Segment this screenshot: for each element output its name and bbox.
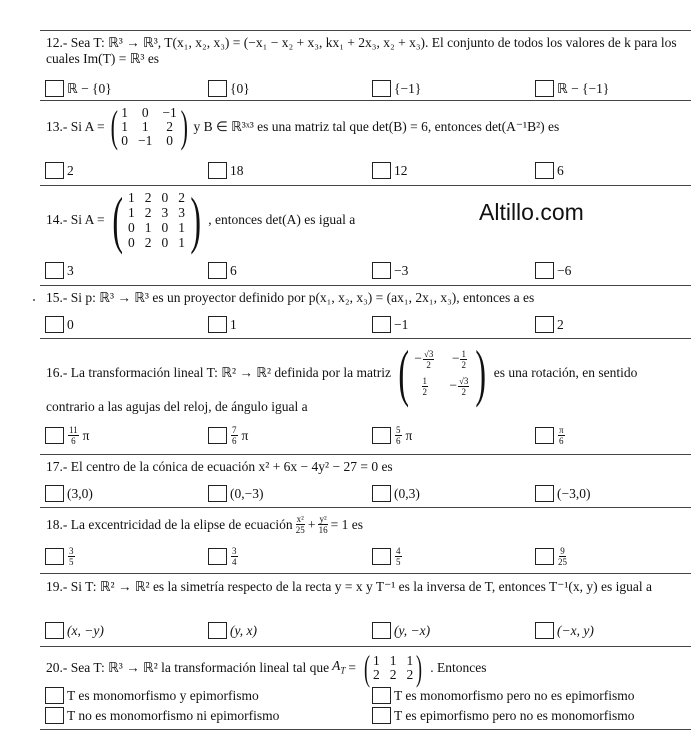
question-12-option-a[interactable]: ℝ − {0} [45, 80, 112, 97]
question-13-stem: 13.- Si A = ( 1 0 −1 1 1 2 0 −1 0 ) y B ∈ ℝ³ˣ³ es una matriz tal que det(B) = 6, entonces det(A⁻¹B²) es [46, 102, 560, 151]
checkbox[interactable] [208, 262, 227, 279]
question-13-option-c[interactable]: 12 [372, 162, 408, 179]
checkbox[interactable] [535, 622, 554, 639]
question-17-option-b[interactable]: (0,−3) [208, 485, 263, 502]
checkbox[interactable] [372, 262, 391, 279]
matrix-at: ( 1 1 1 2 2 2 ) [364, 648, 423, 688]
question-12-stem: 12.- Sea T: ℝ³ → ℝ³, T(x₁, x₂, x₃) = (−x₁ − x₂ + x₃, kx₁ + 2x₃, x₂ + x₃). El conjunto de todos los valores de k para los cuales Im(T) = ℝ³ es [46, 35, 677, 66]
checkbox[interactable] [372, 427, 391, 444]
question-17-option-c[interactable]: (0,3) [372, 485, 420, 502]
checkbox[interactable] [208, 548, 227, 565]
question-16-option-d[interactable]: $\frac{\pi}{6}$ [535, 425, 569, 446]
checkbox[interactable] [535, 427, 554, 444]
question-12-option-c[interactable]: {−1} [372, 80, 421, 97]
checkbox[interactable] [45, 548, 64, 565]
question-18 [40, 507, 691, 574]
checkbox[interactable] [45, 707, 64, 724]
checkbox[interactable] [208, 427, 227, 444]
question-19 [40, 573, 691, 647]
watermark: Altillo.com [479, 199, 584, 225]
checkbox[interactable] [208, 485, 227, 502]
question-14-option-b[interactable]: 6 [208, 262, 237, 279]
question-17-stem: 17.- El centro de la cónica de ecuación x² + 6x − 4y² − 27 = 0 es [46, 459, 393, 474]
rotation-matrix: ( − $\frac{√3}{2}$ − $\frac{1}{2}$ $\frac{1}{2}$ − $\frac{√3}{2}$ ) [398, 337, 487, 408]
question-15-option-d[interactable]: 2 [535, 316, 564, 333]
question-13-option-a[interactable]: 2 [45, 162, 74, 179]
checkbox[interactable] [208, 622, 227, 639]
stray-mark [33, 299, 35, 301]
question-14-stem: 14.- Si A = ( 1 2 0 2 1 2 3 3 0 1 0 1 0 2 0 1 ) , entonces det(A) es igual a [46, 184, 356, 255]
question-20-option-d[interactable]: T es epimorfismo pero no es monomorfismo [372, 707, 634, 724]
question-18-option-a[interactable]: $\frac{3}{5}$ [45, 546, 76, 567]
question-18-option-b[interactable]: $\frac{3}{4}$ [208, 546, 239, 567]
matrix-a: ( 1 2 0 2 1 2 3 3 0 1 0 1 0 2 0 1 ) [111, 184, 201, 255]
question-18-stem: 18.- La excentricidad de la elipse de ecuación $\frac{\text{x²}}{25}$ + $\frac{\text{y²}}{16}$ = 1 es [46, 514, 364, 535]
question-12-option-d[interactable]: ℝ − {−1} [535, 80, 609, 97]
question-20-option-a[interactable]: T es monomorfismo y epimorfismo [45, 687, 259, 704]
checkbox[interactable] [45, 162, 64, 179]
checkbox[interactable] [535, 162, 554, 179]
question-14-option-c[interactable]: −3 [372, 262, 408, 279]
checkbox[interactable] [535, 548, 554, 565]
checkbox[interactable] [372, 162, 391, 179]
question-19-option-c[interactable]: (y, −x) [372, 622, 430, 639]
checkbox[interactable] [535, 80, 554, 97]
question-20 [40, 646, 691, 730]
checkbox[interactable] [45, 687, 64, 704]
question-15-option-b[interactable]: 1 [208, 316, 237, 333]
question-18-option-d[interactable]: $\frac{9}{25}$ [535, 546, 568, 567]
checkbox[interactable] [208, 162, 227, 179]
checkbox[interactable] [208, 316, 227, 333]
question-17 [40, 454, 691, 508]
checkbox[interactable] [535, 485, 554, 502]
question-18-option-c[interactable]: $\frac{4}{5}$ [372, 546, 403, 567]
checkbox[interactable] [45, 485, 64, 502]
checkbox[interactable] [372, 80, 391, 97]
question-16-stem: 16.- La transformación lineal T: ℝ² → ℝ² definida por la matriz ( − $\frac{√3}{2}$ − $\frac{1}{2}$ $\frac{1}{2}$ − $\frac{√3}{2}$ ) es una rotación, en sentido [46, 337, 638, 408]
question-19-stem: 19.- Si T: ℝ² → ℝ² es la simetría respecto de la recta y = x y T⁻¹ es la inversa de T, entonces T⁻¹(x, y) es igual a [46, 579, 652, 594]
question-16-option-b[interactable]: $\frac{7}{6}$ π [208, 425, 248, 446]
question-14 [40, 185, 691, 286]
question-12 [40, 30, 691, 101]
question-20-option-b[interactable]: T es monomorfismo pero no es epimorfismo [372, 687, 634, 704]
checkbox[interactable] [372, 622, 391, 639]
checkbox[interactable] [372, 316, 391, 333]
question-20-stem: 20.- Sea T: ℝ³ → ℝ² la transformación lineal tal que $A_T$ = ( 1 1 1 2 2 2 ) . Entonces [46, 648, 487, 688]
question-14-option-d[interactable]: −6 [535, 262, 571, 279]
question-13 [40, 100, 691, 186]
question-17-option-d[interactable]: (−3,0) [535, 485, 590, 502]
question-14-option-a[interactable]: 3 [45, 262, 74, 279]
question-16-option-c[interactable]: $\frac{5}{6}$ π [372, 425, 412, 446]
checkbox[interactable] [45, 262, 64, 279]
question-19-option-b[interactable]: (y, x) [208, 622, 257, 639]
question-12-option-b[interactable]: {0} [208, 80, 250, 97]
question-20-option-c[interactable]: T no es monomorfismo ni epimorfismo [45, 707, 279, 724]
question-15-option-c[interactable]: −1 [372, 316, 408, 333]
checkbox[interactable] [372, 548, 391, 565]
question-13-option-b[interactable]: 18 [208, 162, 244, 179]
checkbox[interactable] [372, 485, 391, 502]
question-15-option-a[interactable]: 0 [45, 316, 74, 333]
question-19-option-a[interactable]: (x, −y) [45, 622, 104, 639]
matrix-a: ( 1 0 −1 1 1 2 0 −1 0 ) [110, 102, 188, 151]
checkbox[interactable] [372, 687, 391, 704]
question-15 [40, 285, 691, 339]
checkbox[interactable] [372, 707, 391, 724]
question-16 [40, 338, 691, 455]
question-17-option-a[interactable]: (3,0) [45, 485, 93, 502]
question-15-stem: 15.- Si p: ℝ³ → ℝ³ es un proyector definido por p(x₁, x₂, x₃) = (ax₁, 2x₁, x₃), entonces a es [46, 290, 535, 305]
checkbox[interactable] [535, 262, 554, 279]
exam-page [40, 0, 691, 736]
question-16-option-a[interactable]: $\frac{11}{6}$ π [45, 425, 90, 446]
checkbox[interactable] [45, 316, 64, 333]
question-13-option-d[interactable]: 6 [535, 162, 564, 179]
checkbox[interactable] [208, 80, 227, 97]
checkbox[interactable] [45, 427, 64, 444]
checkbox[interactable] [45, 80, 64, 97]
checkbox[interactable] [45, 622, 64, 639]
question-19-option-d[interactable]: (−x, y) [535, 622, 594, 639]
checkbox[interactable] [535, 316, 554, 333]
question-16-stem-line2: contrario a las agujas del reloj, de ángulo igual a [46, 399, 308, 414]
